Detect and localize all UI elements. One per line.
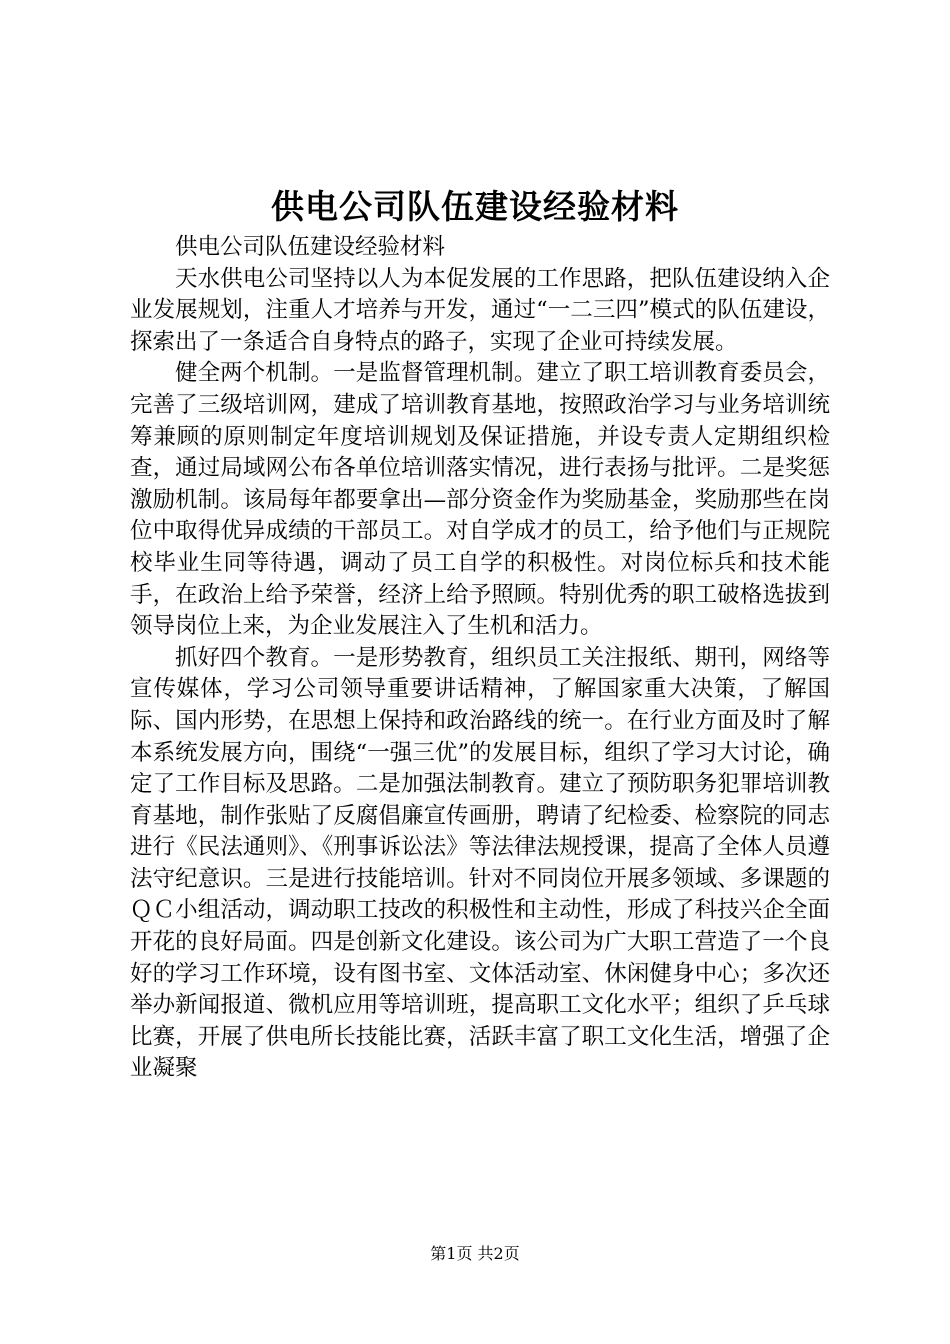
- intro-paragraph: 天水供电公司坚持以人为本促发展的工作思路，把队伍建设纳入企业发展规划，注重人才培养与开发，通过“一二三四”模式的队伍建设，探索出了一条适合自身特点的路子，实现了企业可持续发展。: [130, 265, 830, 355]
- mechanisms-paragraph: 健全两个机制。一是监督管理机制。建立了职工培训教育委员会，完善了三级培训网，建成了培训教育基地，按照政治学习与业务培训统筹兼顾的原则制定年度培训规划及保证措施，并设专责人定期组织检查，通过局域网公布各单位培训落实情况，进行表扬与批评。二是奖惩激励机制。该局每年都要拿出—部分资金作为奖励基金，奖励那些在岗位中取得优异成绩的干部员工。对自学成才的员工，给予他们与正规院校毕业生同等待遇，调动了员工自学的积极性。对岗位标兵和技术能手，在政治上给予荣誉，经济上给予照顾。特别优秀的职工破格选拔到领导岗位上来，为企业发展注入了生机和活力。: [130, 360, 830, 640]
- subtitle-paragraph: 供电公司队伍建设经验材料: [175, 234, 446, 260]
- page-title: 供电公司队伍建设经验材料: [271, 187, 679, 226]
- education-paragraph: 抓好四个教育。一是形势教育，组织员工关注报纸、期刊，网络等宣传媒体，学习公司领导重要讲话精神，了解国家重大决策，了解国际、国内形势，在思想上保持和政治路线的统一。在行业方面及时了解本系统发展方向，围绕“一强三优”的发展目标，组织了学习大讨论，确定了工作目标及思路。二是加强法制教育。建立了预防职务犯罪培训教育基地，制作张贴了反腐倡廉宣传画册，聘请了纪检委、检察院的同志进行《民法通则》、《刑事诉讼法》等法律法规授课，提高了全体人员遵法守纪意识。三是进行技能培训。针对不同岗位开展多领域、多课题的ＱＣ小组活动，调动职工技改的积极性和主动性，形成了科技兴企全面开花的良好局面。四是创新文化建设。该公司为广大职工营造了一个良好的学习工作环境，设有图书室、文体活动室、休闲健身中心；多次还举办新闻报道、微机应用等培训班，提高职工文化水平；组织了乒乓球比赛，开展了供电所长技能比赛，活跃丰富了职工文化生活，增强了企业凝聚: [130, 644, 830, 1082]
- page-number: 第1页 共2页: [430, 1244, 520, 1263]
- document-body: [130, 232, 830, 1085]
